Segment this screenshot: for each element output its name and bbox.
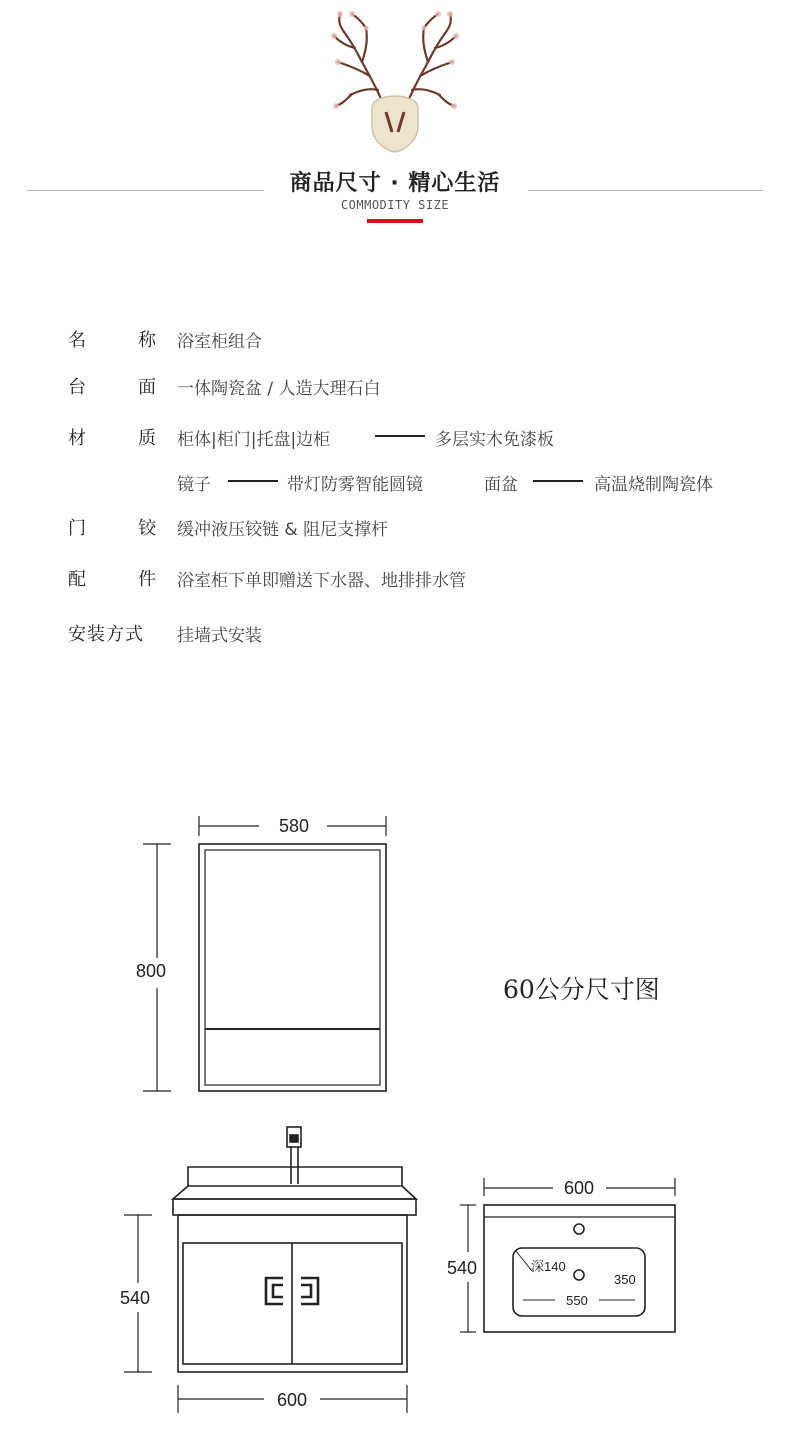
spec-value-basin-type: 高温烧制陶瓷体 (594, 475, 713, 495)
spec-label-hinge: 门 铰 (68, 518, 156, 539)
spec-value-basin: 面盆 (484, 475, 518, 495)
spec-value-install: 挂墙式安装 (177, 626, 262, 646)
spec-value-accessories: 浴室柜下单即赠送下水器、地排排水管 (177, 571, 466, 591)
spec-label-counter: 台 面 (68, 377, 156, 398)
spec-label-name: 名 称 (68, 330, 156, 351)
spec-value-name: 浴室柜组合 (177, 332, 262, 352)
spec-value-material-board: 多层实木免漆板 (435, 430, 554, 450)
spec-label-install: 安装方式 (68, 624, 144, 645)
diagram-title: 60公分尺寸图 (503, 975, 660, 1004)
cabinet-width-label: 600 (276, 1390, 308, 1410)
spec-label-material: 材 质 (68, 428, 156, 449)
spec-label-accessories: 配 件 (68, 569, 156, 590)
section-title: 商品尺寸 · 精心生活 (289, 171, 501, 196)
mirror-height-label: 800 (135, 961, 167, 981)
basin-depth-label: 540 (446, 1258, 478, 1278)
vanity-cabinet-drawing (124, 1127, 416, 1413)
basin-width-label: 600 (563, 1178, 595, 1198)
spec-value-hinge: 缓冲液压铰链 & 阻尼支撑杆 (177, 520, 389, 540)
mirror-cabinet-drawing (143, 816, 386, 1091)
spec-value-mirror: 镜子 (177, 475, 211, 495)
section-subtitle: COMMODITY SIZE (340, 198, 450, 212)
basin-top-view-drawing (460, 1178, 675, 1332)
bowl-deep-label: 深140 (531, 1259, 566, 1274)
mirror-width-label: 580 (278, 816, 310, 836)
bowl-width-label: 550 (566, 1293, 588, 1308)
bowl-depth-label: 350 (614, 1272, 636, 1287)
spec-value-counter: 一体陶瓷盆 / 人造大理石白 (177, 379, 381, 399)
spec-value-material: 柜体|柜门|托盘|边柜 (177, 430, 331, 450)
cabinet-height-label: 540 (119, 1288, 151, 1308)
spec-value-mirror-type: 带灯防雾智能圆镜 (287, 475, 423, 495)
